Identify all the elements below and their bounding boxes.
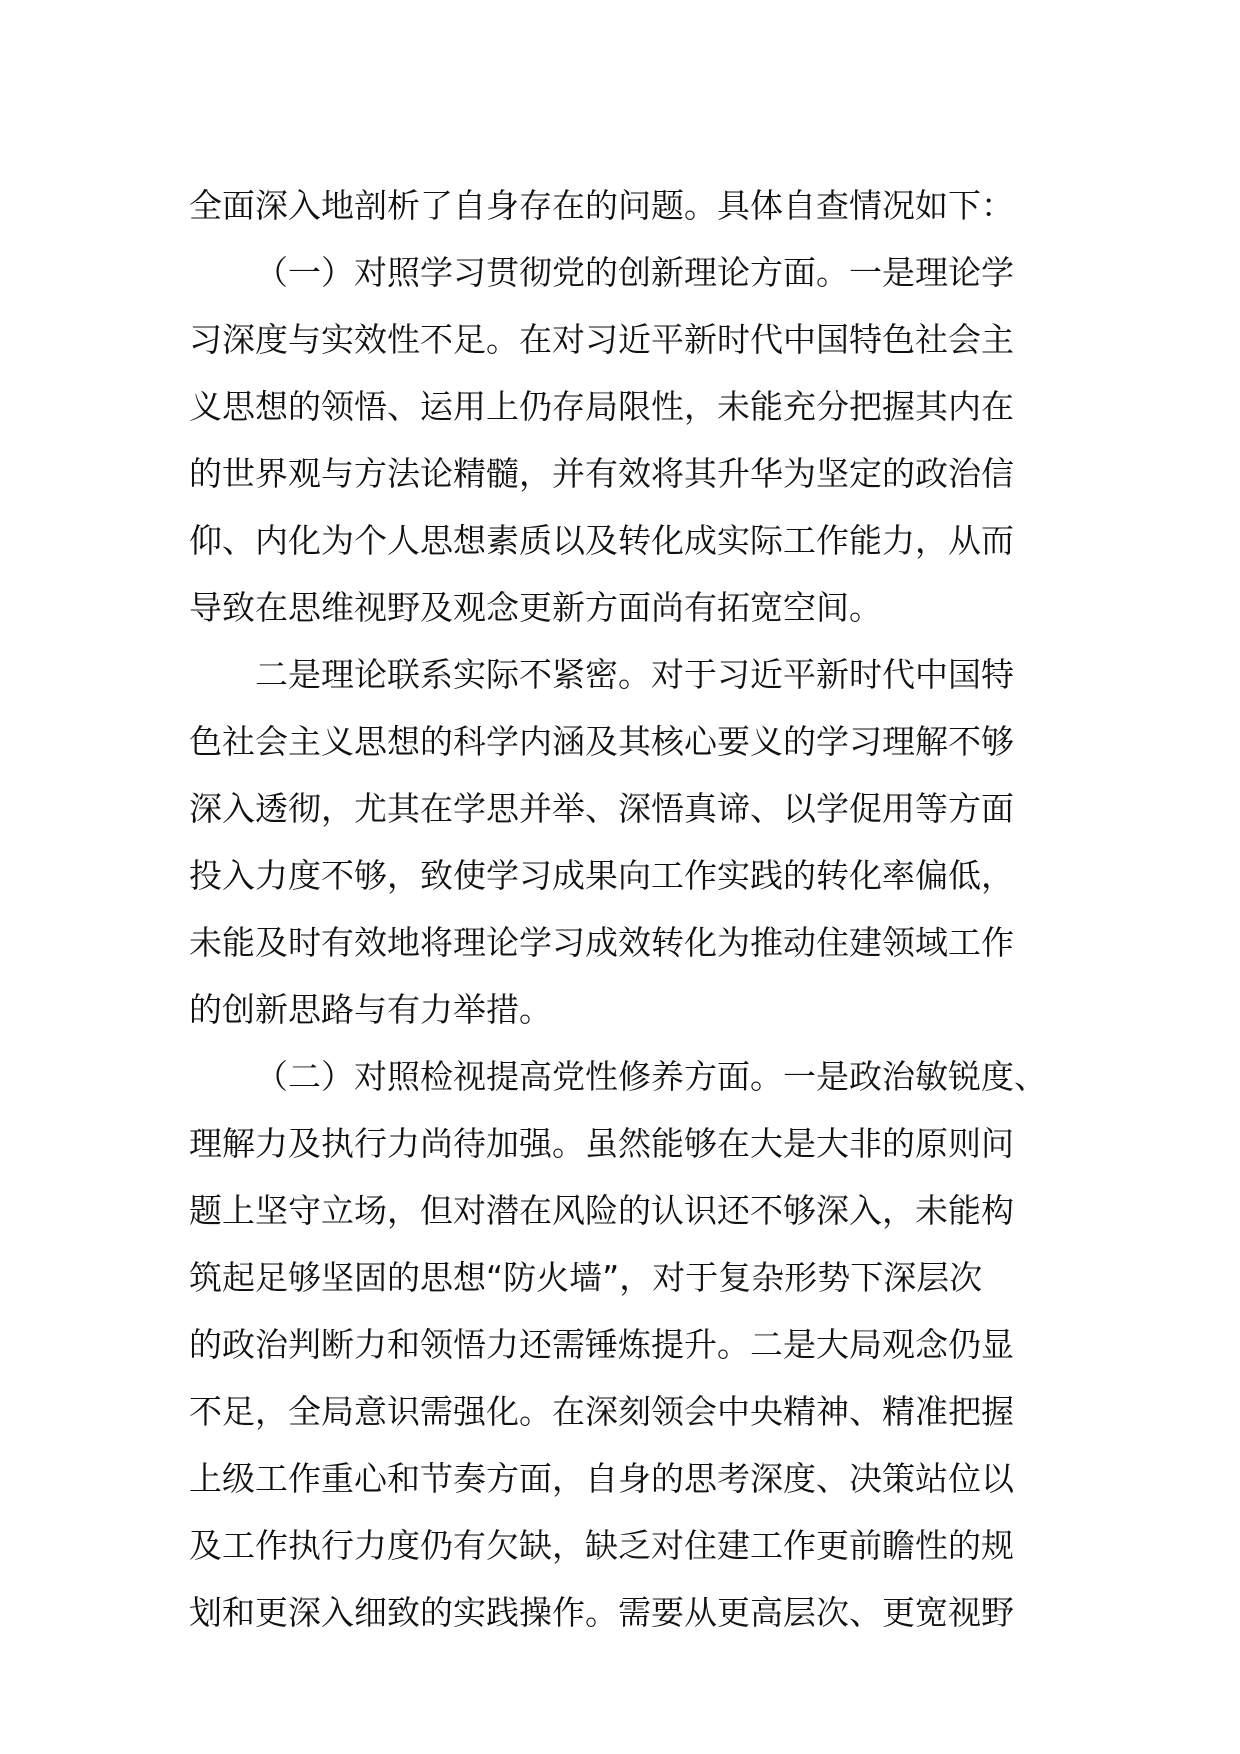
- text-line: 上级工作重心和节奏方面，自身的思考深度、决策站位以: [189, 1459, 1014, 1498]
- text-line: 色社会主义思想的科学内涵及其核心要义的学习理解不够: [189, 722, 1014, 761]
- text-line: 仰、内化为个人思想素质以及转化成实际工作能力，从而: [189, 521, 1014, 560]
- text-line: 习深度与实效性不足。在对习近平新时代中国特色社会主: [189, 320, 1014, 359]
- text-line: 二是理论联系实际不紧密。对于习近平新时代中国特: [255, 655, 1014, 694]
- text-line: （二）对照检视提高党性修养方面。一是政治敏锐度、: [255, 1057, 1047, 1096]
- text-line: 深入透彻，尤其在学思并举、深悟真谛、以学促用等方面: [189, 789, 1014, 828]
- text-line: 划和更深入细致的实践操作。需要从更高层次、更宽视野: [189, 1593, 1014, 1632]
- text-line: （一）对照学习贯彻党的创新理论方面。一是理论学: [255, 253, 1014, 292]
- text-line: 的创新思路与有力举措。: [189, 990, 552, 1029]
- document-body: [189, 172, 1069, 1646]
- text-line: 义思想的领悟、运用上仍存局限性，未能充分把握其内在: [189, 387, 1014, 426]
- text-line: 导致在思维视野及观念更新方面尚有拓宽空间。: [189, 588, 882, 627]
- text-line: 全面深入地剖析了自身存在的问题。具体自查情况如下：: [189, 186, 1014, 225]
- text-line: 理解力及执行力尚待加强。虽然能够在大是大非的原则问: [189, 1124, 1014, 1163]
- text-line: 题上坚守立场，但对潜在风险的认识还不够深入，未能构: [189, 1191, 1014, 1230]
- text-line: 及工作执行力度仍有欠缺，缺乏对住建工作更前瞻性的规: [189, 1526, 1014, 1565]
- text-line: 不足，全局意识需强化。在深刻领会中央精神、精准把握: [189, 1392, 1014, 1431]
- text-line: 的世界观与方法论精髓，并有效将其升华为坚定的政治信: [189, 454, 1014, 493]
- text-line: 未能及时有效地将理论学习成效转化为推动住建领域工作: [189, 923, 1014, 962]
- text-line: 筑起足够坚固的思想“防火墙”，对于复杂形势下深层次: [189, 1258, 983, 1297]
- text-line: 投入力度不够，致使学习成果向工作实践的转化率偏低，: [189, 856, 1014, 895]
- text-line: 的政治判断力和领悟力还需锤炼提升。二是大局观念仍显: [189, 1325, 1014, 1364]
